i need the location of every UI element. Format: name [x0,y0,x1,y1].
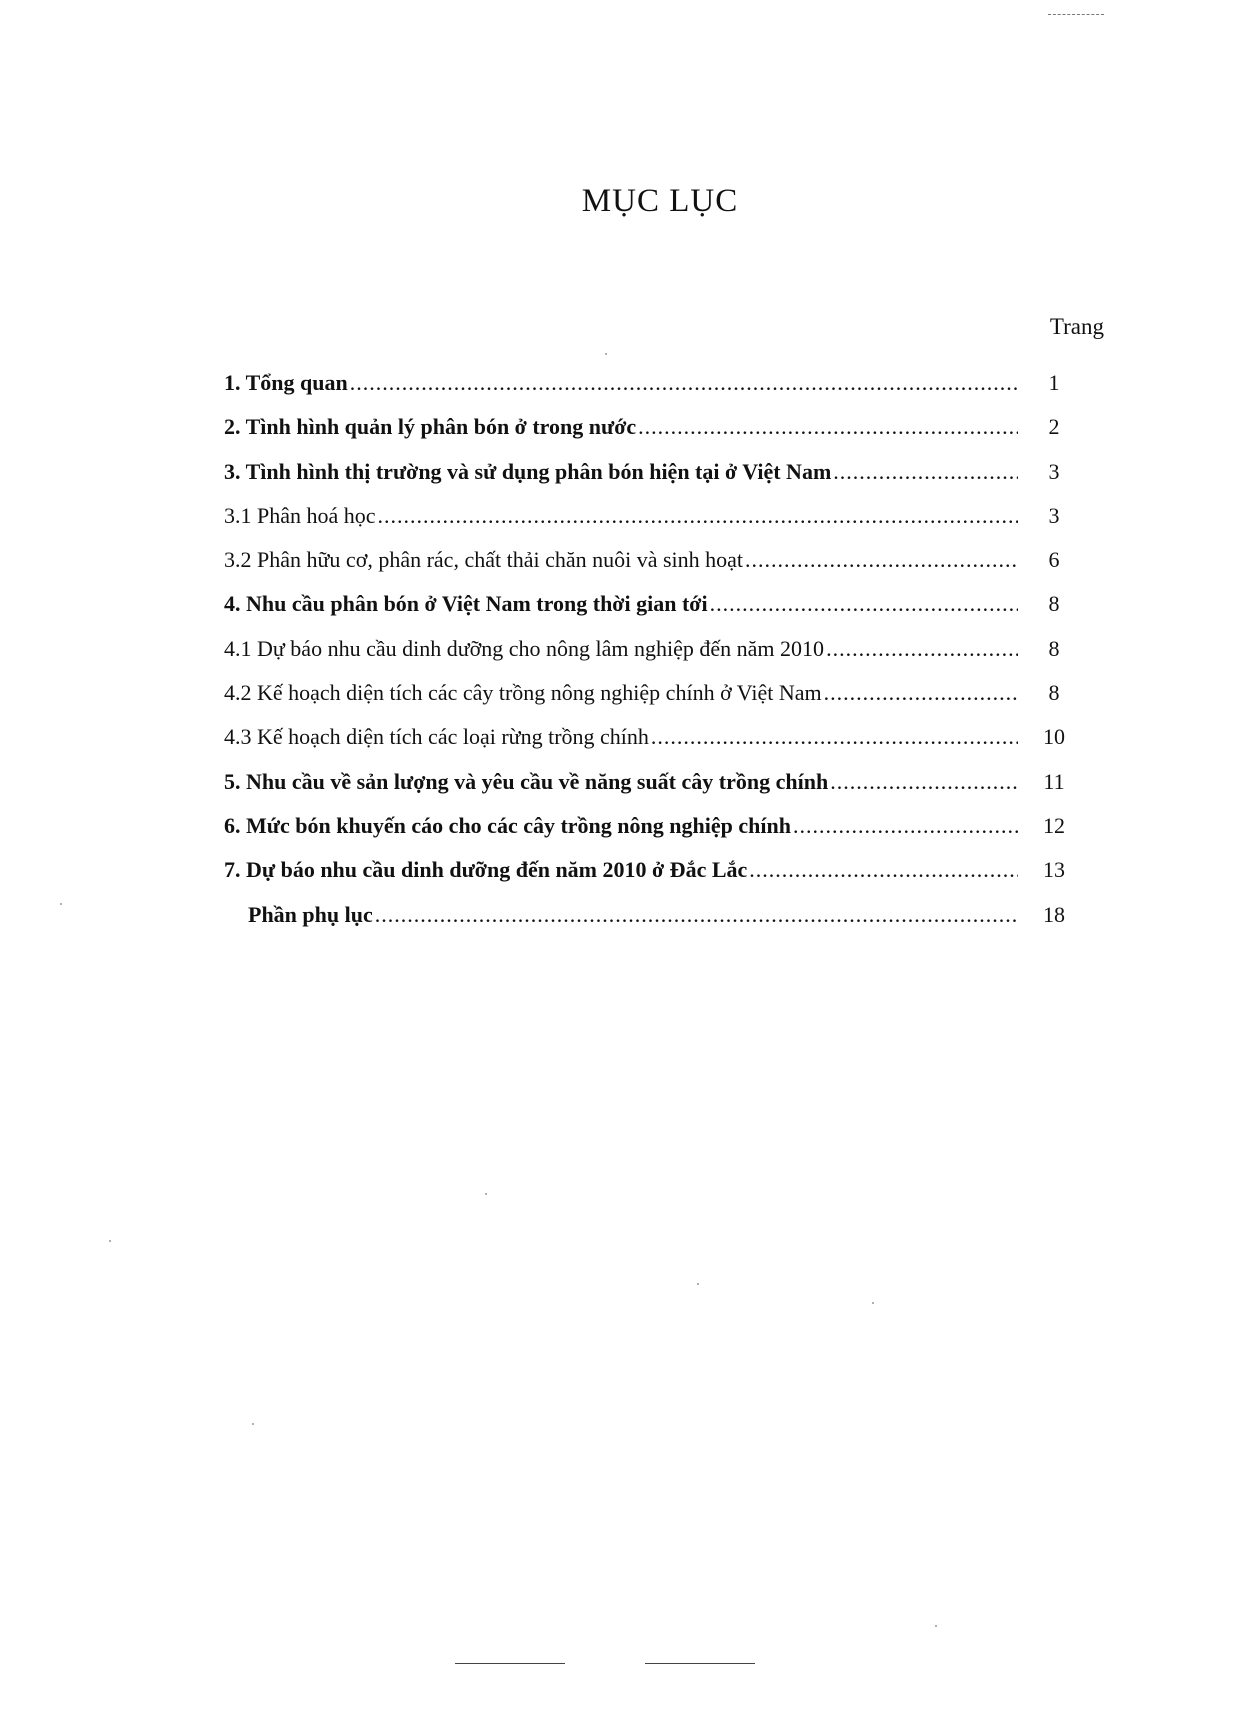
toc-entry-page-number: 18 [1043,901,1065,927]
toc-entry-label: 2. Tình hình quản lý phân bón ở trong nước [224,414,637,440]
toc-dot-leader [378,503,1018,529]
toc-entry-label: 3.2 Phân hữu cơ, phân rác, chất thải chăn nuôi và sinh hoạt [224,547,744,573]
toc-entry-page-number: 8 [1048,635,1060,661]
toc-entry [224,503,1084,547]
toc-entry-label: 7. Dự báo nhu cầu dinh dưỡng đến năm 2010 ở Đắc Lắc [224,857,748,883]
scan-mark-bottom-left [455,1663,565,1664]
toc-entry-page-number: 3 [1048,502,1060,528]
scan-speck [60,903,62,905]
toc-entry [224,857,1084,901]
toc-entry-page-number: 11 [1043,768,1065,794]
toc-entry-label: 4.3 Kế hoạch diện tích các loại rừng trồng chính [224,724,649,750]
toc-entry [224,813,1084,857]
scan-mark-bottom-right [645,1663,755,1664]
toc-entry-label: 3. Tình hình thị trường và sử dụng phân bón hiện tại ở Việt Nam [224,458,832,484]
toc-dot-leader [793,813,1018,839]
toc-entry-page-number: 12 [1043,812,1065,838]
toc-entry-label: 3.1 Phân hoá học [224,502,376,528]
table-of-contents [224,370,1084,946]
toc-dot-leader [824,680,1018,706]
scan-mark-top [1048,14,1104,15]
toc-dot-leader [830,769,1018,795]
toc-dot-leader [833,459,1018,485]
toc-dot-leader [745,547,1018,573]
toc-entry-label: Phần phụ lục [248,901,373,927]
scan-speck [109,1240,111,1242]
page-column-header: Trang [1049,314,1104,339]
toc-entry-page-number: 2 [1048,414,1060,440]
toc-entry-page-number: 10 [1043,724,1065,750]
toc-entry [224,724,1084,768]
page-title: MỤC LỤC [581,183,739,219]
toc-dot-leader [826,636,1018,662]
toc-dot-leader [375,902,1018,928]
scan-speck [605,353,607,355]
scan-speck [485,1193,487,1195]
toc-dot-leader [749,857,1018,883]
toc-entry-label: 4.1 Dự báo nhu cầu dinh dưỡng cho nông lâm nghiệp đến năm 2010 [224,635,825,661]
toc-dot-leader [350,370,1018,396]
toc-entry-label: 1. Tổng quan [224,370,348,395]
toc-dot-leader [710,591,1018,617]
toc-entry [224,636,1084,680]
toc-dot-leader [651,724,1018,750]
toc-entry-label: 4.2 Kế hoạch diện tích các cây trồng nông nghiệp chính ở Việt Nam [224,680,822,706]
toc-entry-page-number: 13 [1043,857,1065,883]
scan-speck [935,1625,937,1627]
toc-entry-page-number: 1 [1048,370,1060,395]
toc-entry [224,370,1084,414]
toc-entry [224,547,1084,591]
toc-dot-leader [638,414,1018,440]
toc-entry [224,769,1084,813]
scan-speck [872,1302,874,1304]
toc-entry [224,414,1084,458]
toc-entry-page-number: 6 [1048,547,1060,573]
toc-entry-label: 5. Nhu cầu về sản lượng và yêu cầu về năng suất cây trồng chính [224,768,829,794]
toc-entry [224,680,1084,724]
scan-speck [697,1283,699,1285]
toc-entry [224,591,1084,635]
scan-speck [252,1423,254,1425]
toc-entry-page-number: 8 [1048,680,1060,706]
toc-entry [224,459,1084,503]
toc-entry-label: 6. Mức bón khuyến cáo cho các cây trồng nông nghiệp chính [224,812,791,838]
toc-entry-label: 4. Nhu cầu phân bón ở Việt Nam trong thời gian tới [224,591,708,617]
toc-entry [224,902,1084,946]
toc-entry-page-number: 8 [1048,591,1060,617]
toc-entry-page-number: 3 [1048,458,1060,484]
